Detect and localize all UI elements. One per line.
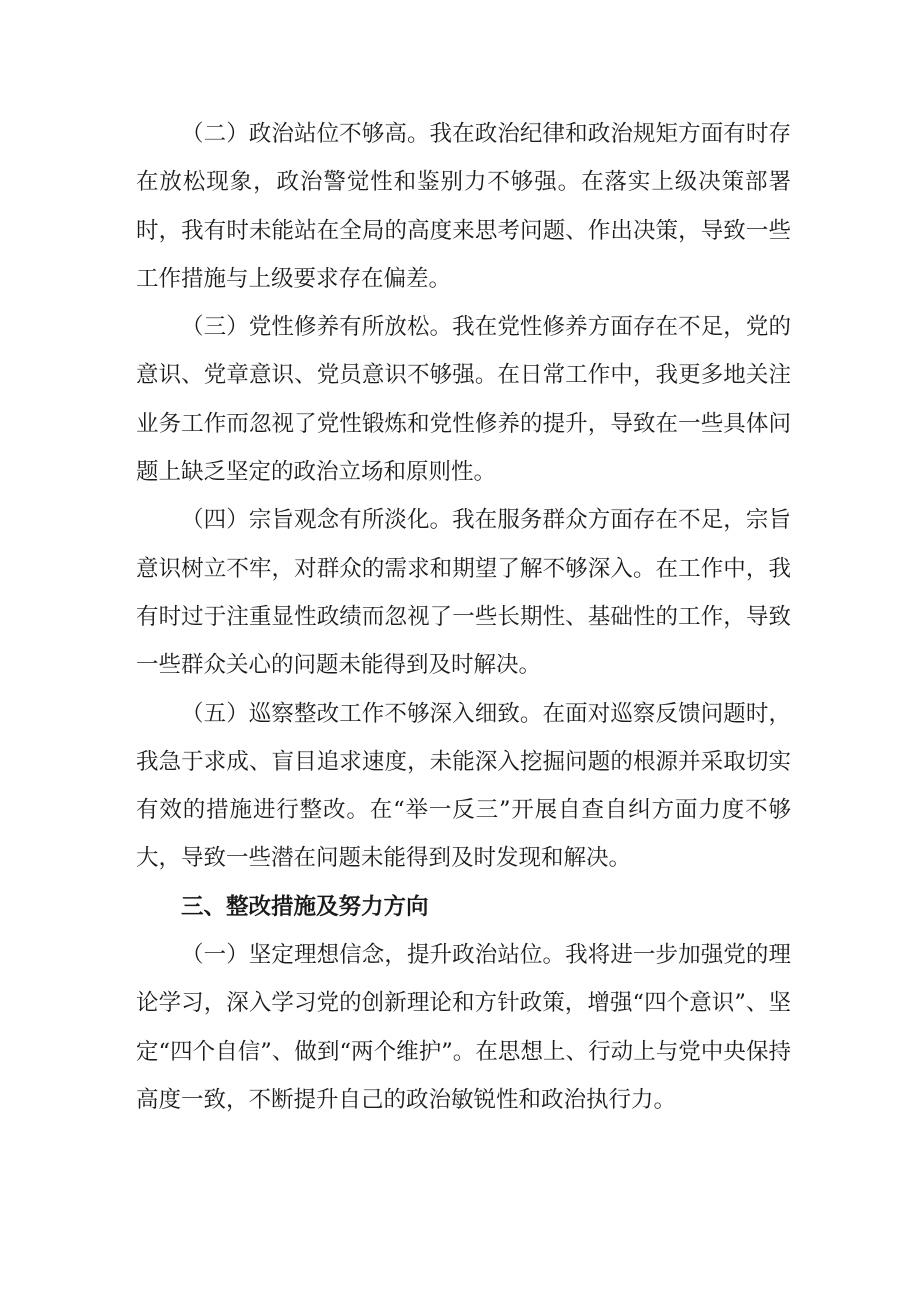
paragraph-purpose-concept: （四）宗旨观念有所淡化。我在服务群众方面存在不足，宗旨意识树立不牢，对群众的需求和期望了解不够深入。在工作中，我有时过于注重显性政绩而忽视了一些长期性、基础性的工作，导致一些群众关心的问题未能得到及时解决。 [136, 507, 791, 679]
paragraph-party-cultivation: （三）党性修养有所放松。我在党性修养方面存在不足，党的意识、党章意识、党员意识不够强。在日常工作中，我更多地关注业务工作而忽视了党性锻炼和党性修养的提升，导致在一些具体问题上缺乏坚定的政治立场和原则性。 [136, 314, 791, 486]
paragraph-firm-ideals: （一）坚定理想信念，提升政治站位。我将进一步加强党的理论学习，深入学习党的创新理论和方针政策，增强“四个意识”、坚定“四个自信”、做到“两个维护”。在思想上、行动上与党中央保持高度一致，不断提升自己的政治敏锐性和政治执行力。 [136, 942, 791, 1113]
paragraph-inspection-rectification: （五）巡察整改工作不够深入细致。在面对巡察反馈问题时，我急于求成、盲目追求速度，未能深入挖掘问题的根源并采取切实有效的措施进行整改。在“举一反三”开展自查自纠方面力度不够大，导致一些潜在问题未能得到及时发现和解决。 [136, 700, 791, 872]
section-heading: 三、整改措施及努力方向 [181, 893, 429, 920]
paragraph-political-standing: （二）政治站位不够高。我在政治纪律和政治规矩方面有时存在放松现象，政治警觉性和鉴别力不够强。在落实上级决策部署时，我有时未能站在全局的高度来思考问题、作出决策，导致一些工作措施与上级要求存在偏差。 [136, 121, 791, 292]
document-body [136, 110, 791, 1124]
